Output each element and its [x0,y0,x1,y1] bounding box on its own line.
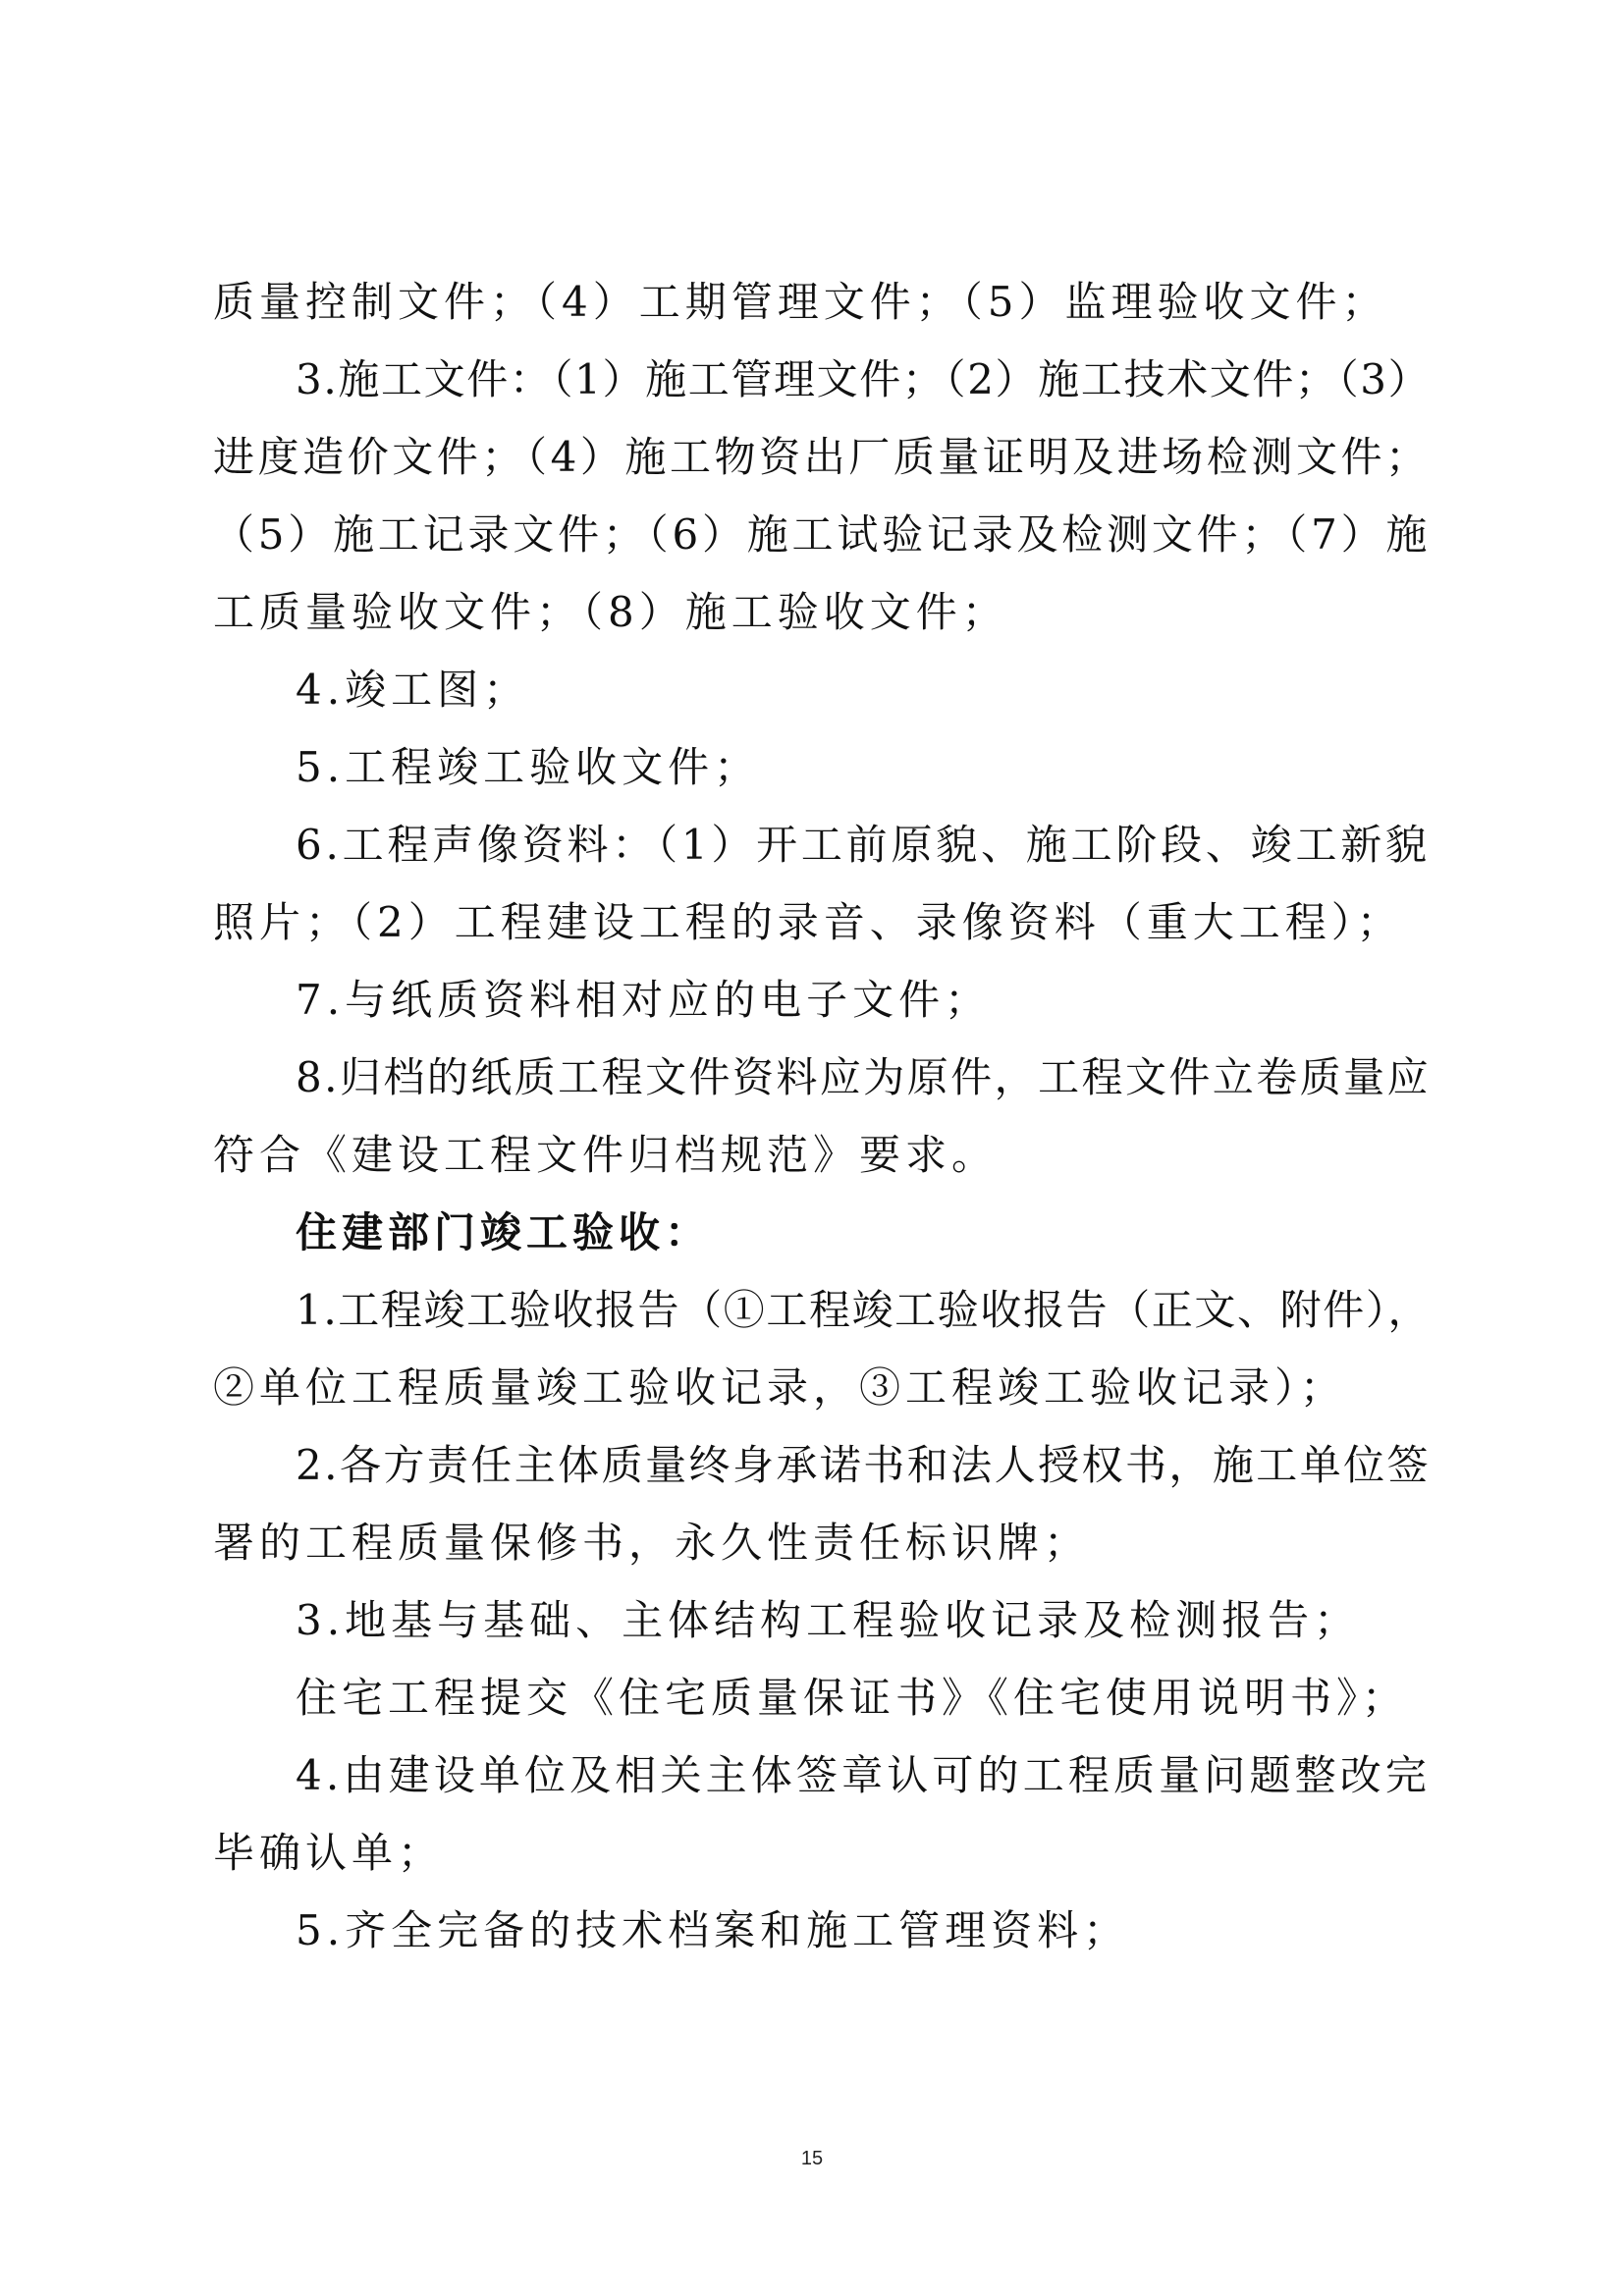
body-line: 7.与纸质资料相对应的电子文件； [296,976,992,1024]
body-line: 1.工程竣工验收报告（①工程竣工验收报告（正文、附件）， [296,1286,1432,1334]
body-line: 8.归档的纸质工程文件资料应为原件，工程文件立卷质量应 [296,1053,1432,1101]
body-line: 毕确认单； [213,1829,445,1877]
body-line: 质量控制文件；（4）工期管理文件；（5）监理验收文件； [213,278,1388,326]
body-line: 5.工程竣工验收文件； [296,743,761,791]
page-number: 15 [800,2148,824,2169]
body-line: （5）施工记录文件；（6）施工试验记录及检测文件；（7）施 [213,510,1432,559]
body-line: 住宅工程提交《住宅质量保证书》《住宅使用说明书》； [296,1674,1409,1722]
body-line: ②单位工程质量竣工验收记录，③工程竣工验收记录）； [213,1363,1347,1412]
section-heading: 住建部门竣工验收： [296,1208,712,1256]
body-line: 3.施工文件：（1）施工管理文件；（2）施工技术文件；（3） [296,355,1432,403]
body-line: 5.齐全完备的技术档案和施工管理资料； [296,1906,1130,1954]
body-line: 照片；（2）工程建设工程的录音、录像资料（重大工程）； [213,898,1403,946]
body-line: 进度造价文件；（4）施工物资出厂质量证明及进场检测文件； [213,433,1431,481]
body-line: 4.由建设单位及相关主体签章认可的工程质量问题整改完 [296,1751,1432,1799]
body-line: 署的工程质量保修书，永久性责任标识牌； [213,1519,1091,1567]
body-line: 工质量验收文件；（8）施工验收文件； [213,588,1008,636]
body-line: 符合《建设工程文件归档规范》要求。 [213,1131,999,1179]
body-line: 3.地基与基础、主体结构工程验收记录及检测报告； [296,1596,1361,1644]
body-line: 6.工程声像资料：（1）开工前原貌、施工阶段、竣工新貌 [296,821,1431,869]
document-body [213,263,1431,1969]
body-line: 2.各方责任主体质量终身承诺书和法人授权书，施工单位签 [296,1441,1432,1489]
body-line: 4.竣工图； [296,666,530,714]
